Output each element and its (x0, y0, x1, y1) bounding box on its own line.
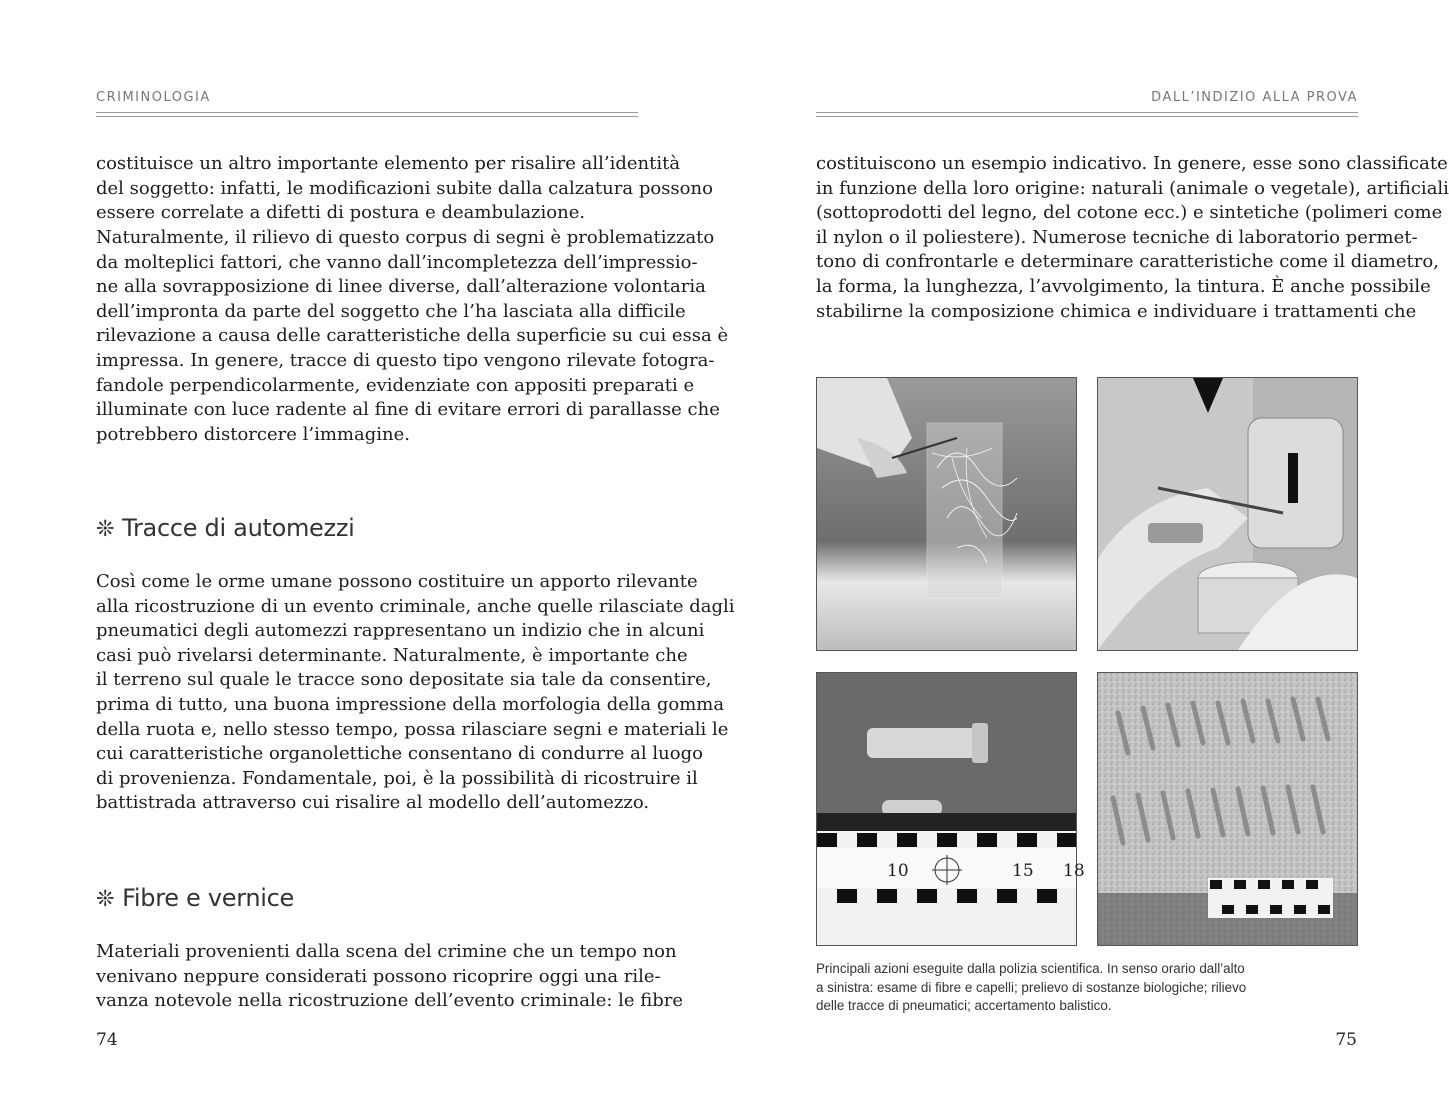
paragraph-relief-problems (96, 226, 729, 447)
text-line: battistrada attraverso cui risalire al modello dell’automezzo. (96, 792, 650, 814)
text-line: cui caratteristiche organolettiche consentano di condurre al luogo (96, 743, 703, 765)
ruler-label: 18 (1063, 861, 1085, 881)
text-line: di provenienza. Fondamentale, poi, è la possibilità di ricostruire il (96, 767, 698, 789)
text-line: alla ricostruzione di un evento criminale, anche quelle rilasciate dagli (96, 595, 735, 617)
paragraph-shoe-marks-end (96, 152, 713, 226)
paragraph-fibres (96, 940, 684, 1014)
text-line: (sottoprodotti del legno, del cotone ecc.) e sintetiche (polimeri come (816, 202, 1443, 224)
right-page (722, 0, 1449, 1115)
asterisk-ornament-icon: ❊ (96, 517, 115, 542)
ballistic-illustration (817, 673, 1076, 945)
text-line: potrebbero distorcere l’immagine. (96, 423, 410, 445)
text-line: da molteplici fattori, che vanno dall’incompletezza dell’impressio- (96, 251, 698, 273)
text-line: costituiscono un esempio indicativo. In genere, esse sono classificate (816, 153, 1448, 174)
text-line: impressa. In genere, tracce di questo tipo vengono rilevate fotogra- (96, 349, 715, 371)
asterisk-ornament-icon: ❊ (96, 887, 115, 912)
text-line: Naturalmente, il rilievo di questo corpus di segni è problematizzato (96, 227, 715, 248)
tyre-tracks-illustration (1098, 673, 1357, 945)
text-line: il nylon o il poliestere). Numerose tecniche di laboratorio permet- (816, 226, 1418, 248)
text-line: della ruota e, nello stesso tempo, possa rilasciare segni e materiali le (96, 718, 729, 740)
page-number-left: 74 (96, 1030, 118, 1050)
section-heading-fibre (96, 884, 294, 912)
section-heading-tracce (96, 514, 354, 542)
header-rule (816, 112, 1358, 113)
page-number-right: 75 (1335, 1030, 1357, 1050)
text-line: Così come le orme umane possono costituire un apporto rilevante (96, 571, 698, 592)
text-line: illuminate con luce radente al fine di evitare errori di parallasse che (96, 399, 720, 421)
text-line: casi può rivelarsi determinante. Naturalmente, è importante che (96, 644, 688, 666)
text-line: del soggetto: infatti, le modificazioni subite dalla calzatura possono (96, 177, 713, 199)
ruler-label: 15 (1012, 861, 1034, 881)
text-line: essere correlate a difetti di postura e deambulazione. (96, 202, 586, 224)
ruler-label: 10 (887, 861, 909, 881)
text-line: rilevazione a causa delle caratteristiche della superficie su cui essa è (96, 325, 729, 347)
text-line: tono di confrontarle e determinare caratteristiche come il diametro, (816, 251, 1439, 273)
text-line: vanza notevole nella ricostruzione dell’evento criminale: le fibre (96, 990, 684, 1012)
text-line: pneumatici degli automezzi rappresentano un indizio che in alcuni (96, 620, 705, 642)
biological-sampling-illustration (1098, 378, 1357, 650)
photo-biological-sampling (1097, 377, 1358, 651)
text-line: ne alla sovrapposizione di linee diverse, dall’alterazione volontaria (96, 276, 706, 298)
caption-line: a sinistra: esame di fibre e capelli; prelievo di sostanze biologiche; rilievo (816, 979, 1247, 995)
figure-caption (816, 960, 1376, 1016)
caption-line: delle tracce di pneumatici; accertamento balistico. (816, 998, 1112, 1014)
header-rule (96, 112, 638, 113)
photo-ballistic-exam (816, 672, 1085, 946)
text-line: costituisce un altro importante elemento per risalire all’identità (96, 153, 681, 174)
text-line: stabilirne la composizione chimica e individuare i trattamenti che (816, 300, 1417, 322)
text-line: prima di tutto, una buona impressione della morfologia della gomma (96, 693, 725, 715)
photo-fibre-hair-exam (816, 377, 1077, 651)
text-line: fandole perpendicolarmente, evidenziate con appositi preparati e (96, 374, 695, 396)
paragraph-fibre-classification (816, 152, 1449, 324)
text-line: la forma, la lunghezza, l’avvolgimento, la tintura. È anche possibile (816, 275, 1431, 297)
running-head-right: DALL’INDIZIO ALLA PROVA (1151, 90, 1358, 105)
text-line: il terreno sul quale le tracce sono depositate sia tale da consentire, (96, 669, 712, 691)
section-heading-text: Fibre e vernice (122, 884, 294, 912)
photo-tyre-tracks (1097, 672, 1358, 946)
caption-line: Principali azioni eseguite dalla polizia scientifica. In senso orario dall’alto (816, 961, 1245, 976)
fibre-hair-illustration (817, 378, 1076, 650)
text-line: dell’impronta da parte del soggetto che l’ha lasciata alla difficile (96, 300, 686, 322)
text-line: venivano neppure considerati possono ricoprire oggi una rile- (96, 965, 661, 987)
paragraph-vehicle-tracks (96, 570, 735, 816)
section-heading-text: Tracce di automezzi (122, 514, 355, 542)
text-line: in funzione della loro origine: naturali (animale o vegetale), artificiali (816, 177, 1449, 199)
running-head-left: CRIMINOLOGIA (96, 90, 211, 105)
header-rule-secondary (96, 116, 638, 117)
text-line: Materiali provenienti dalla scena del crimine che un tempo non (96, 941, 677, 962)
header-rule-secondary (816, 116, 1358, 117)
